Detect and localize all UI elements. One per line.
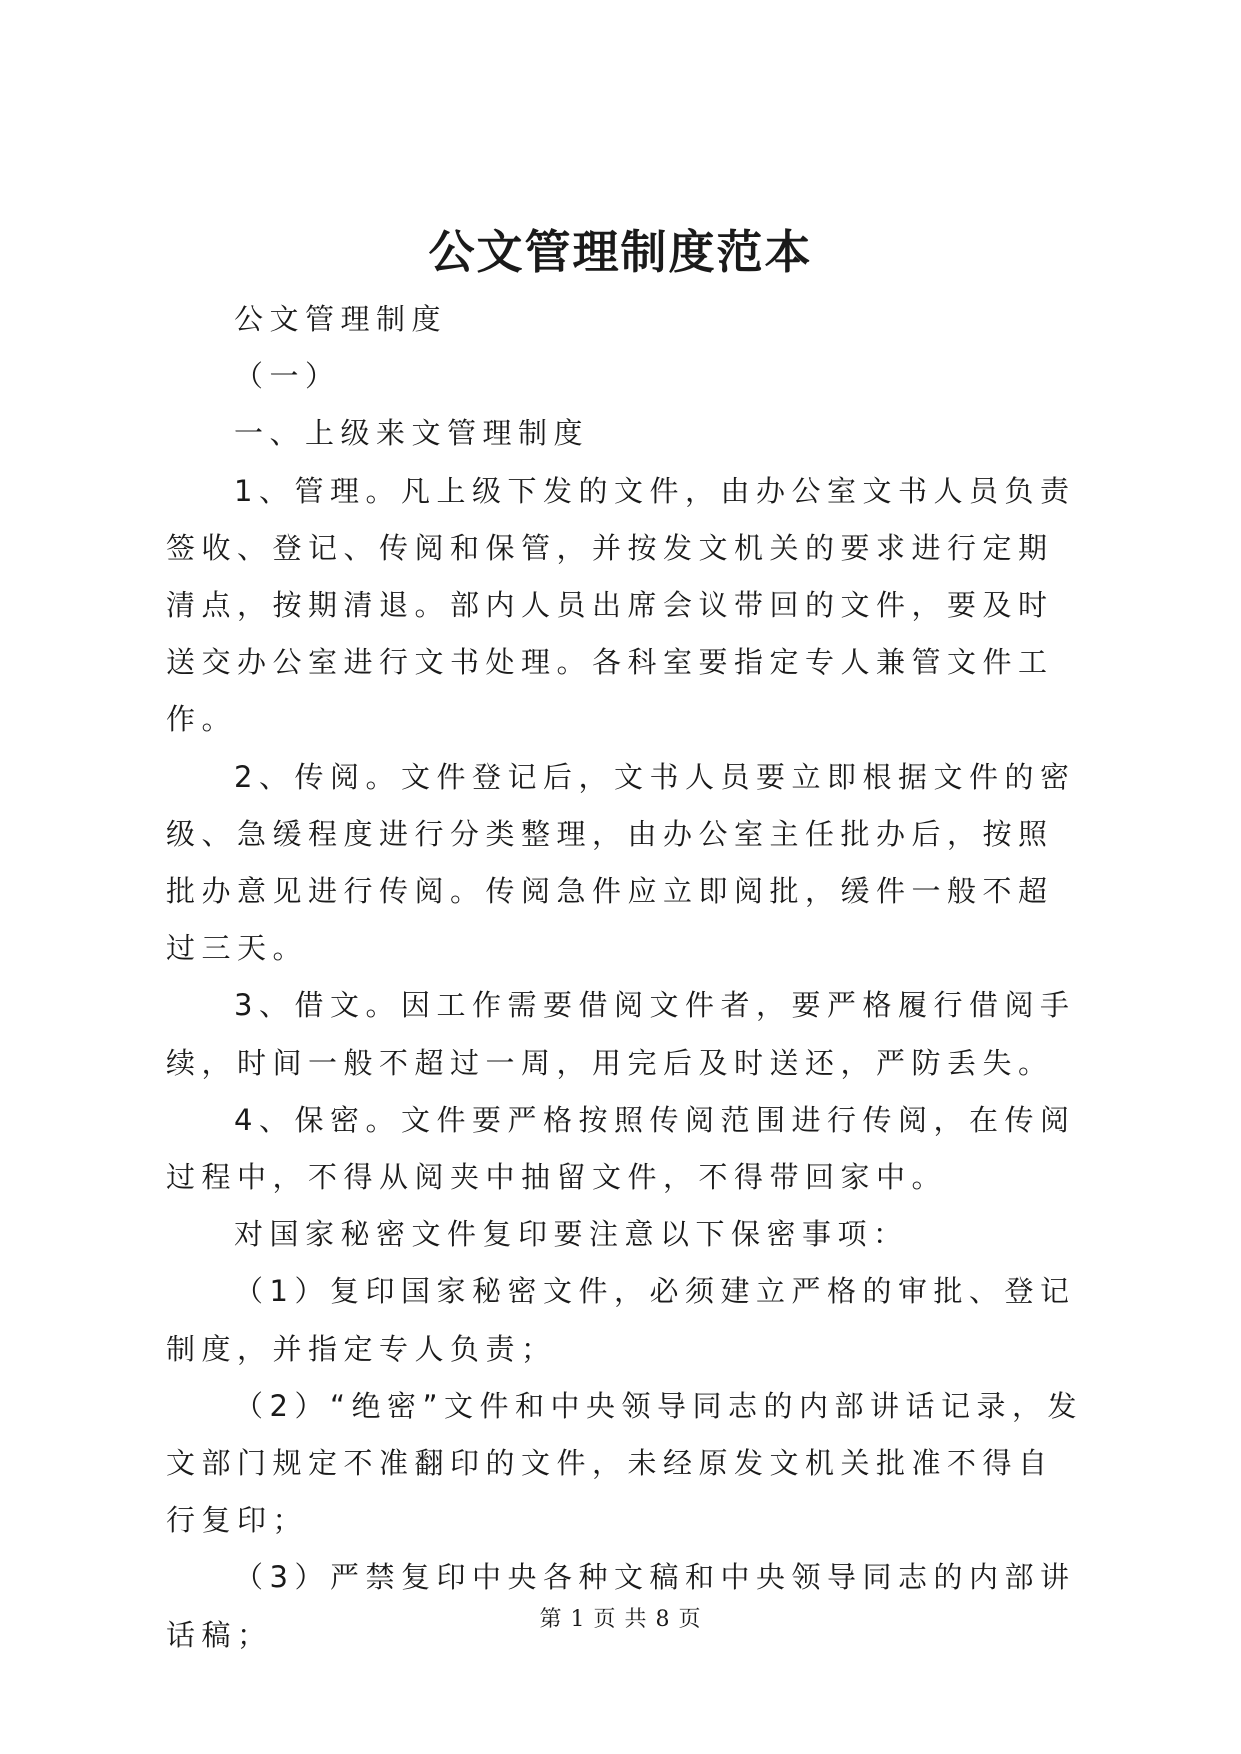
page-footer: 第 1 页 共 8 页 — [539, 1607, 702, 1632]
paragraph-borrowing: 3、借文。因工作需要借阅文件者，要严格履行借阅手续，时间一般不超过一周，用完后及时送还，严防丢失。 — [166, 988, 1076, 1080]
paragraph-item-3: （3）严禁复印中央各种文稿和中央领导同志的内部讲话稿； — [166, 1560, 1076, 1652]
paragraph-circulation: 2、传阅。文件登记后，文书人员要立即根据文件的密级、急缓程度进行分类整理，由办公室主任批办后，按照批办意见进行传阅。传阅急件应立即阅批，缓件一般不超过三天。 — [166, 759, 1076, 966]
paragraph-copy-notice: 对国家秘密文件复印要注意以下保密事项： — [234, 1217, 909, 1252]
document-body — [166, 291, 1086, 1664]
paragraph-confidentiality: 4、保密。文件要严格按照传阅范围进行传阅，在传阅过程中，不得从阅夹中抽留文件，不得带回家中。 — [166, 1102, 1076, 1195]
paragraph-item-1: （1）复印国家秘密文件，必须建立严格的审批、登记制度，并指定专人负责； — [166, 1274, 1076, 1366]
paragraph-section-number: （一） — [234, 359, 341, 394]
document-title: 公文管理制度范本 — [428, 225, 813, 279]
paragraph-heading: 一、上级来文管理制度 — [234, 416, 590, 451]
paragraph-subtitle: 公文管理制度 — [234, 302, 448, 336]
paragraph-management: 1、管理。凡上级下发的文件，由办公室文书人员负责签收、登记、传阅和保管，并按发文机关的要求进行定期清点，按期清退。部内人员出席会议带回的文件，要及时送交办公室进行文书处理。各科室要指定专人兼管文件工作。 — [166, 473, 1076, 737]
paragraph-item-2: （2）“绝密”文件和中央领导同志的内部讲话记录，发文部门规定不准翻印的文件，未经原发文机关批准不得自行复印； — [166, 1388, 1083, 1538]
